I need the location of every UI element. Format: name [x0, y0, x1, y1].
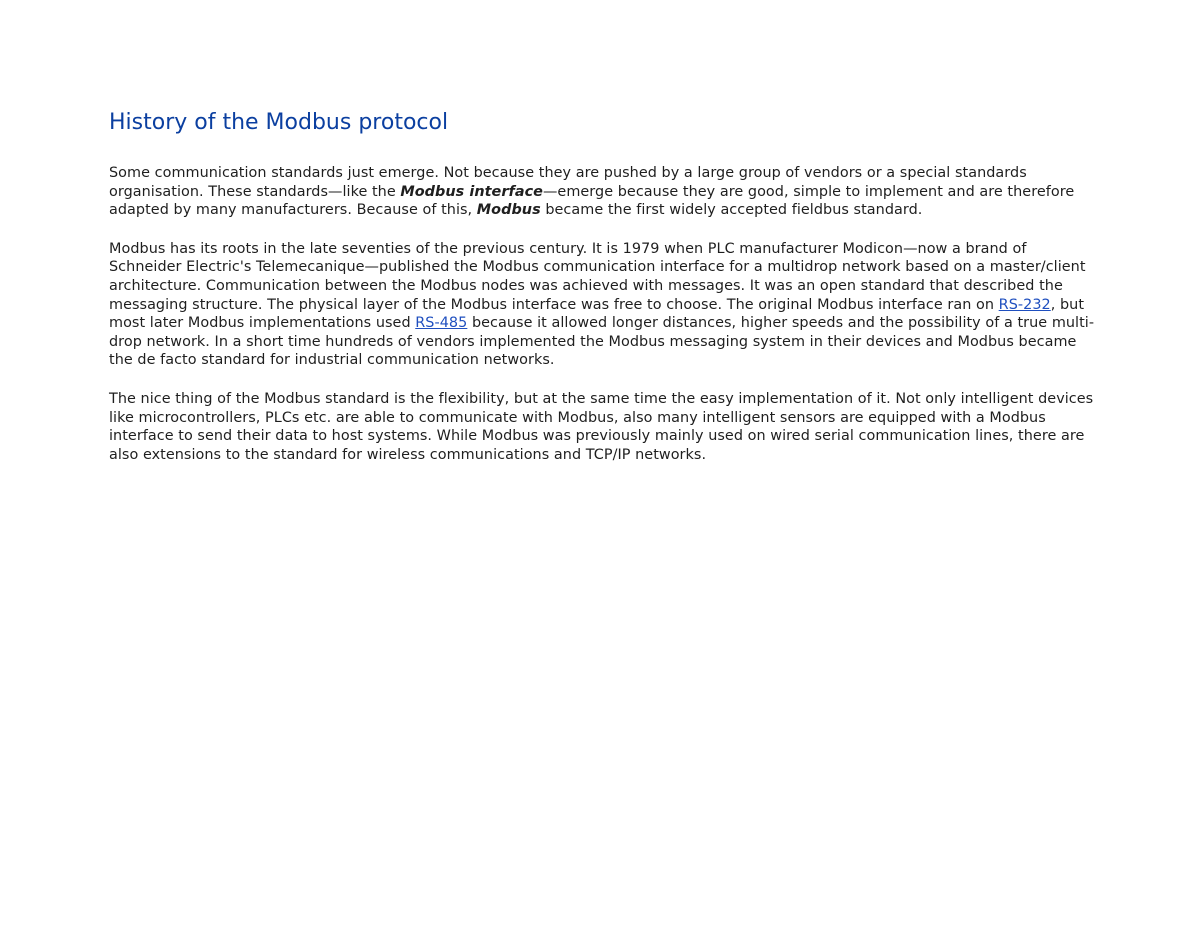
paragraph-text: —emerge because they are good, simple to implement and are therefore adapted by many manufacturers. Because of this,: [109, 183, 1075, 219]
rs-485-link[interactable]: RS-485: [415, 315, 468, 332]
paragraph-history: [109, 240, 1099, 370]
page-title: History of the Modbus protocol: [109, 110, 449, 135]
paragraph-text: Some communication standards just emerge. Not because they are pushed by a large group of vendors or a special standards organisation. These standards—like the: [109, 165, 1027, 200]
paragraph-text: Modbus has its roots in the late seventies of the previous century. It is 1979 when PLC manufacturer Modicon—now a brand of Schneider Electric's Telemecanique—published the Modbus communication interface for a multidrop network based on a master/client architecture. Communication between the Modbus nodes was achieved with messages. It was an open standard that described the messaging structure. The physical layer of the Modbus interface was free to choose. The original Modbus interface ran on: [109, 240, 1086, 313]
paragraph-intro: [109, 164, 1099, 220]
paragraph-text: , but most later Modbus implementations used: [109, 296, 1085, 332]
paragraph-text: became the first widely accepted fieldbus standard.: [540, 202, 923, 219]
emphasis-modbus-interface: Modbus interface: [400, 183, 543, 200]
article: [109, 108, 1099, 484]
emphasis-modbus: Modbus: [476, 202, 541, 219]
paragraph-text: because it allowed longer distances, higher speeds and the possibility of a true multi-drop network. In a short time hundreds of vendors implemented the Modbus messaging system in their devices and Modbus became the de facto standard for industrial communication networks.: [109, 315, 1095, 369]
rs-232-link[interactable]: RS-232: [998, 296, 1051, 313]
paragraph-flexibility: The nice thing of the Modbus standard is the flexibility, but at the same time the easy implementation of it. Not only intelligent devices like microcontrollers, PLCs etc. are able to communicate with Modbus, also many intelligent sensors are equipped with a Modbus interface to send their data to host systems. While Modbus was previously mainly used on wired serial communication lines, there are also extensions to the standard for wireless communications and TCP/IP networks.: [109, 390, 1094, 463]
